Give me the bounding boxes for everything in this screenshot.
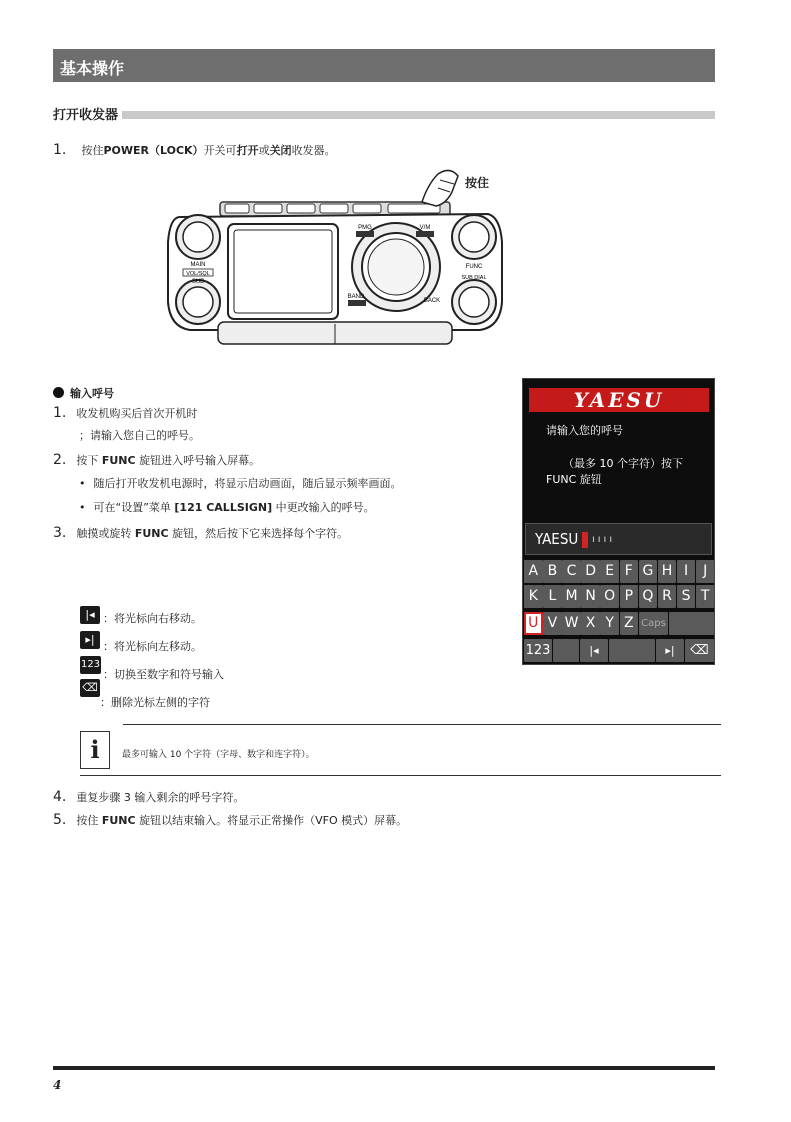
legend-backspace: ：删除光标左侧的字符 [100,696,210,709]
input-cursor [582,532,588,548]
key-w[interactable]: W [562,612,581,635]
svg-text:PMG: PMG [358,225,372,231]
key-caps[interactable]: Caps [639,612,669,635]
key-z[interactable]: Z [620,612,639,635]
key-blank [669,612,714,635]
page-number: 4 [53,1078,62,1092]
bullet-dot [53,387,64,398]
step-1: 1. 按住POWER（LOCK）开关可打开或关闭收发器。 [53,142,336,158]
key-r[interactable]: R [658,585,677,608]
screen-prompt-1: 请输入您的呼号 [546,424,623,437]
key-space[interactable] [609,639,655,662]
key-cursor-left[interactable]: ▸| [656,639,684,662]
key-j[interactable]: J [696,560,715,583]
screen-prompt-3: FUNC 旋钮 [546,473,602,486]
key-b[interactable]: B [543,560,562,583]
section-header [53,49,715,82]
key-n[interactable]: N [581,585,600,608]
svg-text:MAIN: MAIN [190,262,206,268]
key-f[interactable]: F [620,560,639,583]
key-123[interactable]: 123 [524,639,552,662]
subsection-title: 打开收发器 [53,104,122,123]
step-4: 4. 重复步骤 3 输入剩余的呼号字符。 [53,789,245,805]
key-cursor-right[interactable]: |◂ [580,639,608,662]
callsign-heading: 输入呼号 [53,385,114,401]
svg-text:BACK: BACK [423,298,441,304]
svg-text:BAND: BAND [347,294,365,300]
key-g[interactable]: G [639,560,658,583]
key-c[interactable]: C [562,560,581,583]
note-divider-top [123,724,721,725]
key-h[interactable]: H [658,560,677,583]
key-e[interactable]: E [600,560,619,583]
key-v[interactable]: V [543,612,562,635]
empty-slots: ıııı [592,534,616,545]
key-o[interactable]: O [600,585,619,608]
cursor-left-icon: ▸| [80,631,100,649]
info-icon: i [80,731,110,769]
subsection-header [53,104,715,122]
key-u[interactable]: U [524,612,543,635]
legend-cursor-left: ：将光标向左移动。 [103,640,202,653]
key-m[interactable]: M [562,585,581,608]
press-label: 按住 [465,176,490,190]
section-title: 基本操作 [60,59,125,78]
key-a[interactable]: A [524,560,543,583]
backspace-icon: ⌫ [80,679,100,697]
key-x[interactable]: X [581,612,600,635]
key-y[interactable]: Y [600,612,619,635]
key-backspace[interactable]: ⌫ [685,639,714,662]
note-divider-bottom [80,775,721,776]
note-text: 最多可输入 10 个字符（字母、数字和连字符）。 [122,750,315,760]
key-s[interactable]: S [677,585,696,608]
svg-text:VOL/SQL: VOL/SQL [186,271,210,277]
cursor-right-icon: |◂ [80,606,100,624]
svg-text:FUNC: FUNC [465,264,483,270]
legend-123: ：切换至数字和符号输入 [103,668,224,681]
key-k[interactable]: K [524,585,543,608]
callsign-value: YAESU [535,530,579,548]
callsign-step-1: 1. 收发机购买后首次开机时 [53,405,198,421]
step-5: 5. 按住 FUNC 旋钮以结束输入。将显示正常操作（VFO 模式）屏幕。 [53,812,408,828]
yaesu-logo: YAESU [529,388,709,412]
123-icon: 123 [80,656,101,674]
legend-cursor-right: ：将光标向右移动。 [103,612,202,625]
radio-front-panel-illustration [160,162,510,352]
callsign-input-field[interactable] [525,523,712,555]
svg-text:V/M: V/M [419,225,431,231]
key-d[interactable]: D [581,560,600,583]
key-q[interactable]: Q [639,585,658,608]
callsign-bullet-2: • 可在“设置”菜单 [121 CALLSIGN] 中更改输入的呼号。 [79,501,375,514]
callsign-bullet-1: • 随后打开收发机电源时，将显示启动画面，随后显示频率画面。 [79,477,402,490]
svg-text:SUB: SUB [191,279,205,285]
callsign-step-1-cont: ；请输入您自己的呼号。 [79,429,200,442]
svg-text:SUB DIAL: SUB DIAL [461,275,487,281]
key-t[interactable]: T [696,585,715,608]
key-l[interactable]: L [543,585,562,608]
key-p[interactable]: P [620,585,639,608]
callsign-step-2: 2. 按下 FUNC 旋钮进入呼号输入屏幕。 [53,452,261,468]
key-i[interactable]: I [677,560,696,583]
key-blank-1[interactable] [553,639,579,662]
screen-prompt-2: （最多 10 个字符）按下 [563,457,683,470]
footer-rule [53,1066,715,1070]
callsign-step-3: 3. 触摸或旋转 FUNC 旋钮，然后按下它来选择每个字符。 [53,525,349,541]
